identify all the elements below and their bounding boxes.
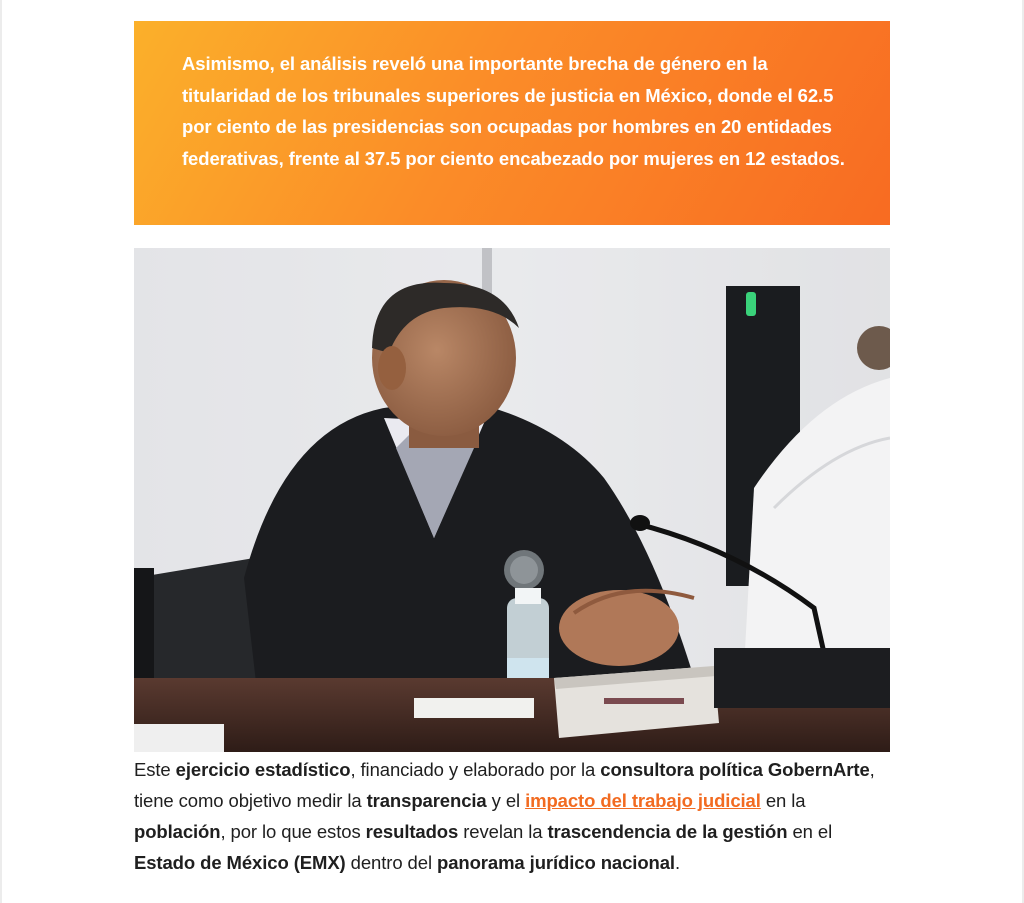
text-run: . — [674, 852, 681, 873]
text-run: Este — [134, 759, 176, 780]
photo-press-conference — [134, 248, 890, 752]
text-run: revelan la — [458, 821, 548, 842]
bold-run: trascendencia de la gestión — [547, 821, 788, 842]
bold-run: transparencia — [366, 790, 487, 811]
text-run: y el — [486, 790, 526, 811]
bold-run: Estado de México (EMX) — [134, 852, 346, 873]
text-run: en la — [760, 790, 806, 811]
text-run: , tiene como objetivo medir la — [134, 759, 875, 811]
text-run: en el — [787, 821, 833, 842]
text-run: , financiado y elaborado por la — [350, 759, 601, 780]
bold-run: población — [134, 821, 221, 842]
impacto-link[interactable]: impacto del trabajo judicial — [525, 790, 761, 811]
bold-run: panorama jurídico nacional — [437, 852, 675, 873]
bold-run: resultados — [365, 821, 459, 842]
text-run: dentro del — [345, 852, 437, 873]
page-border-left — [0, 0, 2, 903]
article-photo — [134, 248, 890, 752]
text-run: , por lo que estos — [220, 821, 366, 842]
bold-run: ejercicio estadístico — [175, 759, 351, 780]
article-paragraph — [134, 754, 890, 878]
highlight-callout — [134, 21, 890, 225]
bold-run: consultora política GobernArte — [600, 759, 870, 780]
callout-text: Asimismo, el análisis reveló una importante brecha de género en la titularidad de los tribunales superiores de justicia en México, donde el 62.5 por ciento de las presidencias son ocupadas por hombres en 20 entidades federativas, frente al 37.5 por ciento encabezado por mujeres en 12 estados. — [182, 53, 845, 169]
